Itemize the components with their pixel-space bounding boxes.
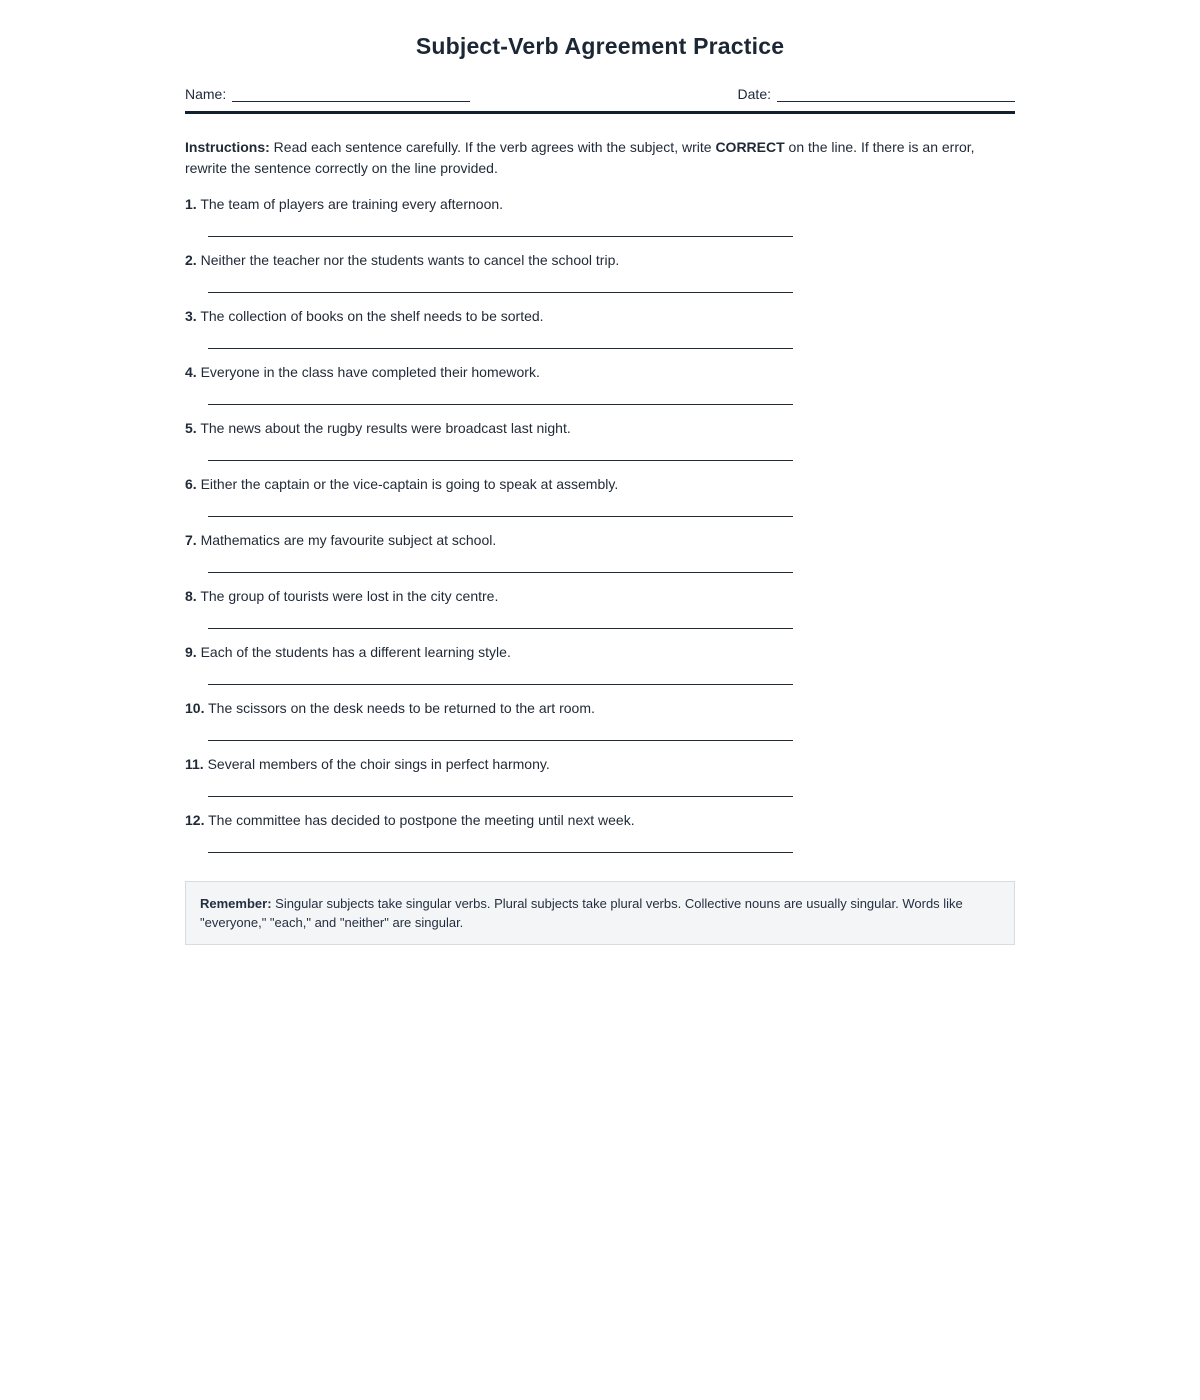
answer-line[interactable] — [208, 516, 793, 517]
question-item — [185, 306, 1015, 349]
date-label: Date: — [737, 86, 771, 102]
remember-box — [185, 881, 1015, 945]
questions-list — [185, 194, 1015, 853]
question-body: The team of players are training every afternoon. — [196, 196, 504, 212]
question-number: 1. — [185, 196, 197, 212]
question-item — [185, 586, 1015, 629]
question-item — [185, 642, 1015, 685]
instructions-before: Read each sentence carefully. If the verb agrees with the subject, write — [269, 139, 716, 155]
remember-text: Singular subjects take singular verbs. Plural subjects take plural verbs. Collective nouns are usually singular. Words like "everyone," "each," and "neither" are singular. — [200, 896, 963, 930]
page-title: Subject-Verb Agreement Practice — [415, 33, 785, 59]
question-sentence — [185, 530, 1015, 550]
question-body: Each of the students has a different learning style. — [196, 644, 511, 660]
question-item — [185, 362, 1015, 405]
question-body: The news about the rugby results were broadcast last night. — [196, 420, 571, 436]
question-body: Neither the teacher nor the students wants to cancel the school trip. — [196, 252, 620, 268]
header-divider — [185, 111, 1015, 114]
question-body: Everyone in the class have completed their homework. — [196, 364, 540, 380]
question-number: 10. — [185, 700, 205, 716]
question-item — [185, 418, 1015, 461]
question-sentence — [185, 586, 1015, 606]
question-sentence — [185, 754, 1015, 774]
question-number: 8. — [185, 588, 197, 604]
question-body: The collection of books on the shelf needs to be sorted. — [196, 308, 544, 324]
question-sentence — [185, 418, 1015, 438]
answer-line[interactable] — [208, 292, 793, 293]
question-number: 9. — [185, 644, 197, 660]
question-item — [185, 194, 1015, 237]
remember-label: Remember: — [200, 896, 272, 911]
question-sentence — [185, 474, 1015, 494]
question-sentence — [185, 306, 1015, 326]
answer-line[interactable] — [208, 460, 793, 461]
question-number: 5. — [185, 420, 197, 436]
question-number: 3. — [185, 308, 197, 324]
answer-line[interactable] — [208, 236, 793, 237]
question-sentence — [185, 250, 1015, 270]
answer-line[interactable] — [208, 852, 793, 853]
question-number: 2. — [185, 252, 197, 268]
question-sentence — [185, 642, 1015, 662]
question-item — [185, 250, 1015, 293]
question-number: 7. — [185, 532, 197, 548]
answer-line[interactable] — [208, 348, 793, 349]
question-number: 6. — [185, 476, 197, 492]
answer-line[interactable] — [208, 684, 793, 685]
name-date-row — [185, 86, 1015, 102]
instructions-after: on the line. If there is an error, rewrite the sentence correctly on the line provided. — [185, 139, 975, 176]
question-number: 4. — [185, 364, 197, 380]
instructions-label: Instructions: — [185, 139, 270, 155]
question-item — [185, 810, 1015, 853]
answer-line[interactable] — [208, 796, 793, 797]
question-body: Several members of the choir sings in perfect harmony. — [203, 756, 550, 772]
question-body: The scissors on the desk needs to be returned to the art room. — [204, 700, 595, 716]
question-sentence — [185, 698, 1015, 718]
question-sentence — [185, 194, 1015, 214]
question-sentence — [185, 362, 1015, 382]
answer-line[interactable] — [208, 740, 793, 741]
question-number: 12. — [185, 812, 205, 828]
question-number: 11. — [185, 756, 204, 772]
instructions-correct-word: CORRECT — [715, 139, 785, 155]
question-body: The group of tourists were lost in the city centre. — [196, 588, 499, 604]
worksheet-page — [185, 0, 1015, 945]
answer-line[interactable] — [208, 628, 793, 629]
question-body: The committee has decided to postpone the meeting until next week. — [204, 812, 635, 828]
name-label: Name: — [185, 86, 227, 102]
question-sentence — [185, 810, 1015, 830]
instructions-text — [185, 137, 1015, 179]
date-field-line[interactable] — [777, 86, 1015, 102]
name-field-group — [185, 86, 470, 102]
answer-line[interactable] — [208, 572, 793, 573]
name-field-line[interactable] — [232, 86, 470, 102]
question-item — [185, 754, 1015, 797]
date-field-group — [738, 86, 1015, 102]
question-item — [185, 474, 1015, 517]
question-item — [185, 530, 1015, 573]
question-item — [185, 698, 1015, 741]
answer-line[interactable] — [208, 404, 793, 405]
question-body: Either the captain or the vice-captain is going to speak at assembly. — [196, 476, 619, 492]
question-body: Mathematics are my favourite subject at school. — [196, 532, 497, 548]
